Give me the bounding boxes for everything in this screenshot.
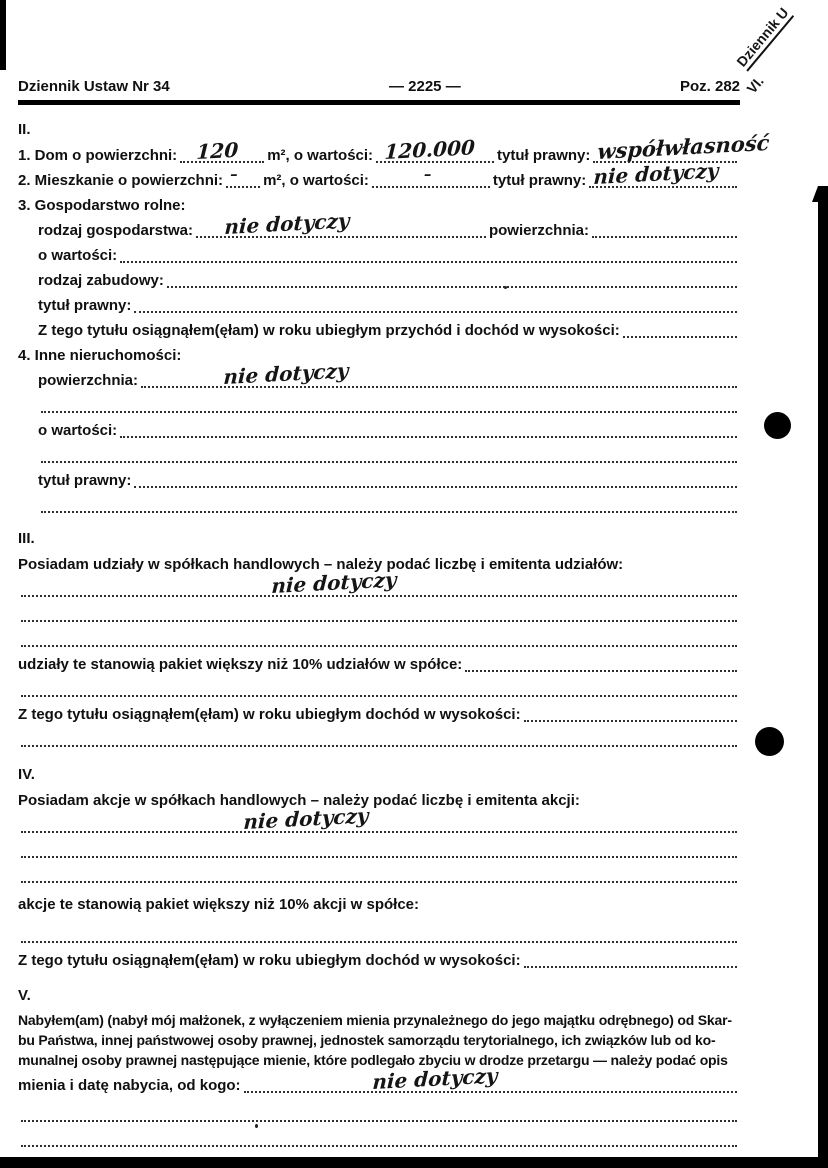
field-label: Posiadam udziały w spółkach handlowych – należy podać liczbę i emitenta udziałów: bbox=[18, 556, 624, 573]
dotted-field-acquired-property bbox=[244, 1063, 737, 1095]
field-label: rodzaj zabudowy: bbox=[38, 272, 164, 289]
dotted-field-realestate-area bbox=[141, 358, 737, 390]
section-iv-heading: IV. bbox=[18, 766, 35, 783]
dotted-answer-line bbox=[18, 567, 740, 599]
dotted-field-farm-area bbox=[592, 221, 737, 238]
field-label: tytuł prawny: bbox=[497, 147, 591, 164]
form-line-stocks-over-10pct bbox=[18, 889, 740, 914]
page-header bbox=[18, 78, 740, 105]
scan-edge-right-bar bbox=[818, 186, 828, 1168]
dotted-continuation-line bbox=[18, 1099, 740, 1124]
handwritten-entry-not-applicable: nie dotyczy bbox=[270, 567, 398, 599]
page-corner-fold bbox=[733, 0, 828, 97]
page-number: — 2225 — bbox=[388, 78, 461, 95]
dotted-continuation-line bbox=[18, 390, 740, 415]
dotted-continuation-line bbox=[18, 599, 740, 624]
dotted-field-shares-income bbox=[524, 705, 737, 722]
dotted-continuation-line bbox=[18, 860, 740, 885]
form-line-other-realestate-heading bbox=[18, 340, 740, 365]
form-line-realestate-value bbox=[18, 415, 740, 440]
dotted-field-area bbox=[180, 137, 264, 165]
handwritten-entry-area: 120 bbox=[196, 137, 240, 165]
dotted-field-value bbox=[376, 135, 494, 165]
field-label: Z tego tytułu osiągnąłem(ęłam) w roku ubiegłym dochód w wysokości: bbox=[18, 706, 521, 723]
form-line-farm-heading bbox=[18, 190, 740, 215]
section-iii-heading: III. bbox=[18, 530, 35, 547]
handwritten-entry-not-applicable: nie dotyczy bbox=[371, 1063, 498, 1095]
field-label: m², o wartości: bbox=[267, 147, 374, 164]
dotted-answer-line bbox=[18, 803, 740, 835]
dotted-field-farm-legal-title bbox=[134, 296, 737, 313]
form-line-apartment bbox=[18, 158, 740, 190]
dotted-continuation-line bbox=[18, 674, 740, 699]
field-label: rodzaj gospodarstwa: bbox=[38, 222, 194, 239]
dotted-field-farm-buildings bbox=[167, 271, 737, 288]
dotted-field-realestate-legal-title bbox=[134, 471, 737, 488]
handwritten-entry-not-applicable: nie dotyczy bbox=[593, 158, 720, 190]
dotted-field-farm-value bbox=[120, 246, 737, 263]
field-label: tytuł prawny: bbox=[492, 172, 587, 189]
section-v-heading: V. bbox=[18, 987, 31, 1004]
field-label: powierzchnia: bbox=[38, 372, 139, 389]
form-line-farm-income bbox=[18, 315, 740, 340]
field-label: akcje te stanowią pakiet większy niż 10% akcji w spółce: bbox=[18, 896, 420, 913]
form-line-farm-legal-title bbox=[18, 290, 740, 315]
journal-name: Dziennik Ustaw Nr 34 bbox=[18, 78, 170, 95]
dotted-continuation-line bbox=[18, 920, 740, 945]
form-line-stocks-intro bbox=[18, 785, 740, 810]
corner-journal-title: Dziennik U bbox=[733, 5, 794, 72]
field-label: Z tego tytułu osiągnąłem(ęłam) w roku ubiegłym dochód w wysokości: bbox=[18, 952, 521, 969]
field-label: Posiadam akcje w spółkach handlowych – należy podać liczbę i emitenta akcji: bbox=[18, 792, 580, 809]
dotted-continuation-line bbox=[18, 440, 740, 465]
field-label: 4. Inne nieruchomości: bbox=[18, 347, 182, 364]
dotted-field-farm-income bbox=[623, 321, 737, 338]
dotted-field-area bbox=[226, 165, 260, 188]
field-label: o wartości: bbox=[38, 247, 118, 264]
paragraph-line: munalnej osoby prawnej następujące mienie, które podlegało zbyciu w drodze przetargu — należy podać opis bbox=[18, 1052, 728, 1068]
hole-punch-mark bbox=[755, 727, 784, 756]
field-label: 1. Dom o powierzchni: bbox=[18, 147, 178, 164]
field-label: powierzchnia: bbox=[488, 222, 589, 239]
dotted-field-stocks-income bbox=[524, 951, 737, 968]
field-label: 2. Mieszkanie o powierzchni: bbox=[18, 172, 224, 189]
field-label: 3. Gospodarstwo rolne: bbox=[18, 197, 186, 214]
form-line-realestate-area bbox=[18, 358, 740, 390]
field-label: tytuł prawny: bbox=[38, 472, 132, 489]
form-line-realestate-legal-title bbox=[18, 465, 740, 490]
form-line-farm-buildings bbox=[18, 265, 740, 290]
dotted-continuation-line bbox=[18, 835, 740, 860]
scan-edge-left-mark bbox=[0, 0, 6, 70]
handwritten-entry-not-applicable: nie dotyczy bbox=[222, 358, 350, 390]
dotted-continuation-line bbox=[18, 724, 740, 749]
handwritten-entry-value: 120.000 bbox=[383, 135, 476, 165]
paragraph-line: bu Państwa, innej państwowej osoby prawnej, jednostek samorządu terytorialnego, ich związków lub od ko- bbox=[18, 1032, 716, 1048]
handwritten-entry-legal-title: współwłasność bbox=[597, 129, 771, 165]
handwritten-dash: – bbox=[423, 165, 432, 183]
dotted-field-realestate-value bbox=[120, 421, 737, 438]
field-label: mienia i datę nabycia, od kogo: bbox=[18, 1077, 241, 1094]
handwritten-entry-not-applicable: nie dotyczy bbox=[223, 208, 351, 240]
field-label: o wartości: bbox=[38, 422, 118, 439]
handwritten-entry-not-applicable: nie dotyczy bbox=[242, 803, 370, 835]
section-v-paragraph bbox=[18, 1010, 740, 1070]
position-number: Poz. 282 bbox=[679, 78, 740, 95]
form-line-stocks-income bbox=[18, 945, 740, 970]
dotted-field-shares-over-10pct bbox=[465, 655, 737, 672]
field-label: m², o wartości: bbox=[263, 172, 369, 189]
form-line-shares-over-10pct bbox=[18, 649, 740, 674]
dotted-continuation-line bbox=[18, 1124, 740, 1149]
form-line-shares-income bbox=[18, 699, 740, 724]
dotted-field-value bbox=[372, 165, 490, 188]
form-line-acquired-property bbox=[18, 1063, 740, 1095]
paragraph-line: Nabyłem(am) (nabył mój małżonek, z wyłączeniem mienia przynależnego do jego majątku odrębnego) od Skar- bbox=[18, 1012, 732, 1028]
dotted-field-title bbox=[589, 158, 737, 190]
hole-punch-mark bbox=[764, 412, 791, 439]
field-label: tytuł prawny: bbox=[38, 297, 132, 314]
form-line-farm-type bbox=[18, 208, 740, 240]
form-line-farm-value bbox=[18, 240, 740, 265]
field-label: Z tego tytułu osiągnąłem(ęłam) w roku ubiegłym przychód i dochód w wysokości: bbox=[38, 322, 620, 339]
field-label: udziały te stanowią pakiet większy niż 10% udziałów w spółce: bbox=[18, 656, 463, 673]
section-ii-heading: II. bbox=[18, 121, 31, 138]
dotted-continuation-line bbox=[18, 624, 740, 649]
dotted-continuation-line bbox=[18, 490, 740, 515]
dotted-continuation-line bbox=[18, 1149, 740, 1168]
handwritten-dash: – bbox=[230, 165, 238, 183]
corner-section-number: VI. bbox=[743, 73, 767, 97]
dotted-field-farm-type bbox=[196, 208, 486, 240]
